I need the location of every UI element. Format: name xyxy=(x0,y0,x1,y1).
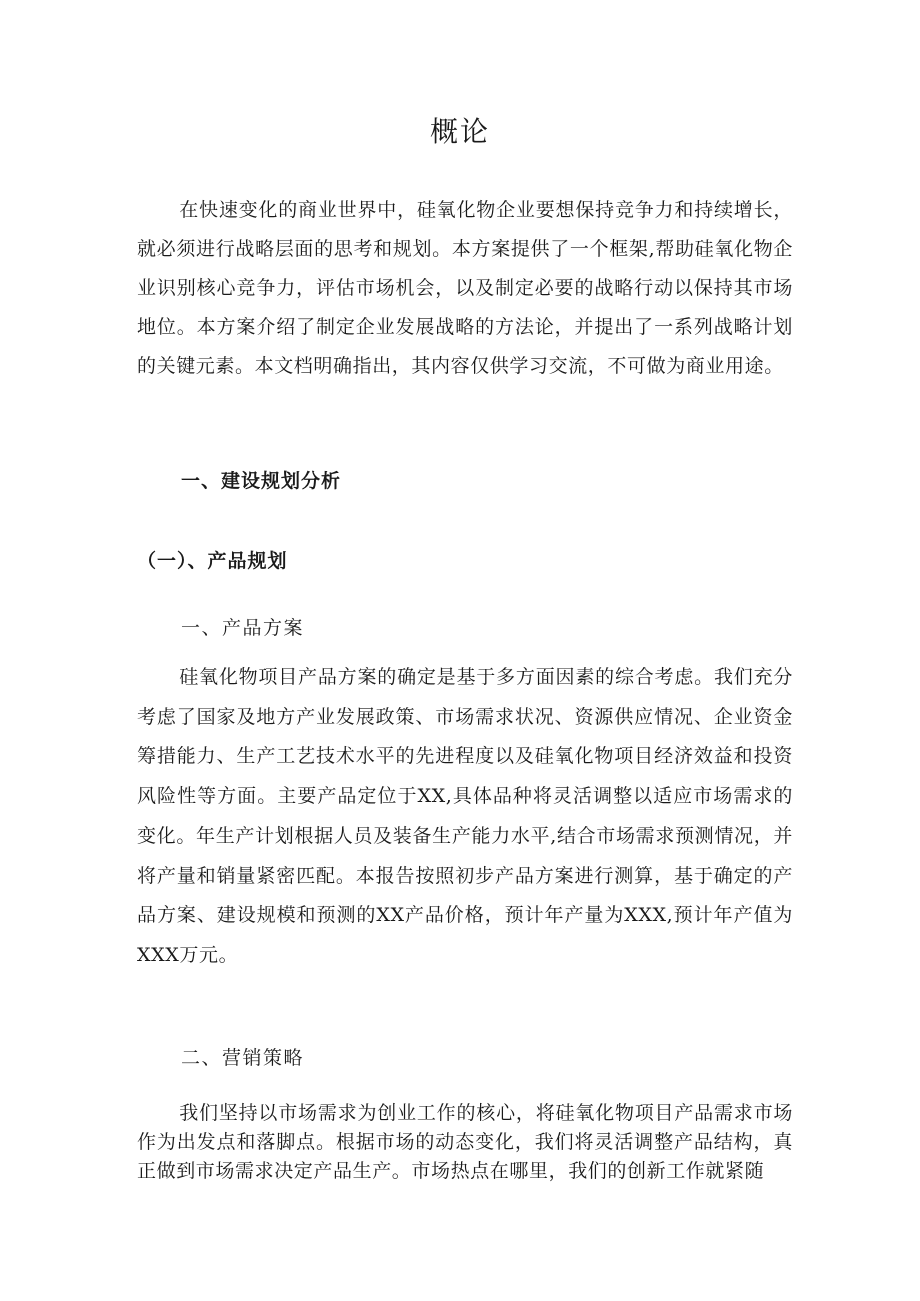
subsection-heading: （一）、产品规划 xyxy=(137,550,288,572)
marketing-strategy-heading: 二、营销策略 xyxy=(181,1047,305,1069)
intro-text: 在快速变化的商业世界中，硅氧化物企业要想保持竞争力和持续增长，就必须进行战略层面的思考和规划。本方案提供了一个框架,帮助硅氧化物企业识别核心竞争力，评估市场机会，以及制定必要的战略行动以保持其市场地位。本方案介绍了制定企业发展战略的方法论，并提出了一系列战略计划的关键元素。本文档明确指出，其内容仅供学习交流，不可做为商业用途。 xyxy=(137,199,793,377)
product-plan-text: 硅氧化物项目产品方案的确定是基于多方面因素的综合考虑。我们充分考虑了国家及地方产业发展政策、市场需求状况、资源供应情况、企业资金筹措能力、生产工艺技术水平的先进程度以及硅氧化物项目经济效益和投资风险性等方面。主要产品定位于XX,具体品种将灵活调整以适应市场需求的变化。年生产计划根据人员及装备生产能力水平,结合市场需求预测情况，并将产量和销量紧密匹配。本报告按照初步产品方案进行测算，基于确定的产品方案、建设规模和预测的XX产品价格，预计年产量为XXX,预计年产值为XXX万元。 xyxy=(137,666,793,966)
product-plan-heading: 一、产品方案 xyxy=(181,617,305,639)
intro-paragraph xyxy=(137,191,793,386)
document-title: 概论 xyxy=(429,115,490,148)
marketing-strategy-paragraph xyxy=(137,1099,793,1186)
marketing-strategy-text: 我们坚持以市场需求为创业工作的核心，将硅氧化物项目产品需求市场作为出发点和落脚点。根据市场的动态变化，我们将灵活调整产品结构，真正做到市场需求决定产品生产。市场热点在哪里，我们的创新工作就紧随 xyxy=(137,1102,793,1182)
product-plan-paragraph xyxy=(137,658,793,976)
section-heading: 一、建设规划分析 xyxy=(181,470,342,492)
